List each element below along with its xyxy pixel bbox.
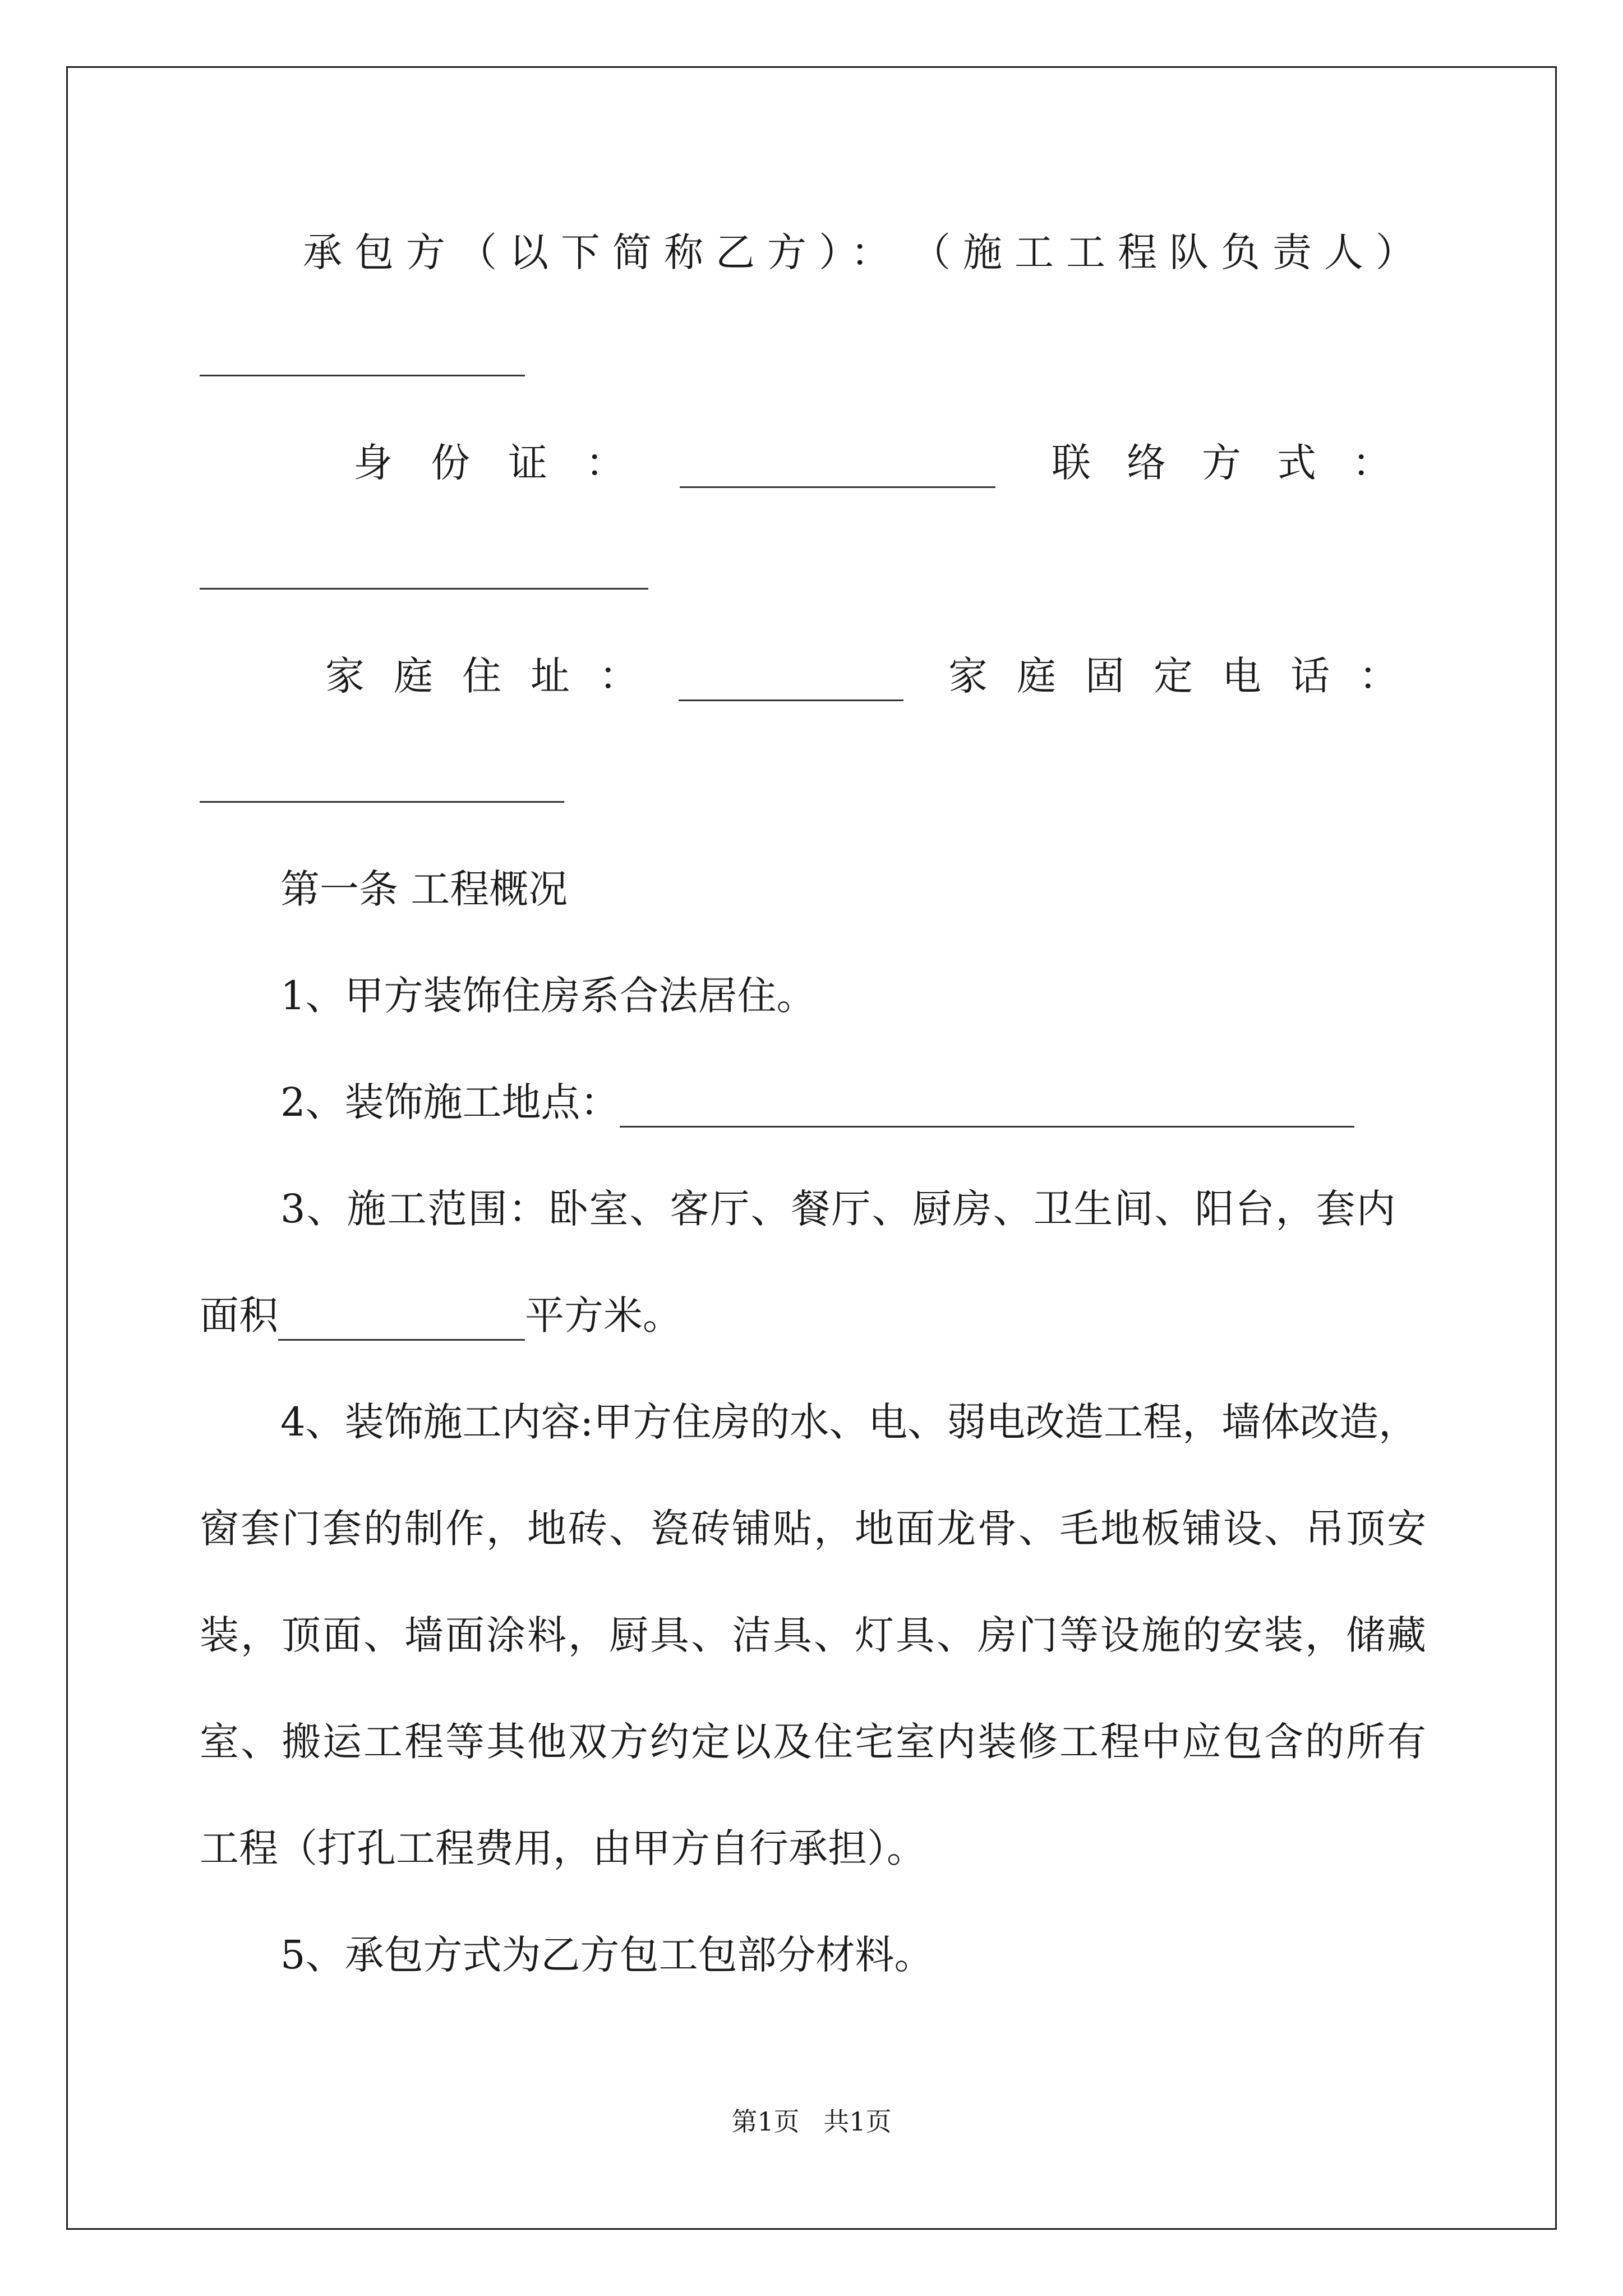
contact-blank[interactable]	[200, 588, 648, 590]
address-phone-line	[325, 651, 1427, 701]
area-suffix: 平方米。	[525, 1292, 682, 1338]
item-4-line-4: 室、搬运工程等其他双方约定以及住宅室内装修工程中应包含的所有	[200, 1719, 1428, 1765]
area-prefix: 面积	[200, 1292, 278, 1338]
phone-blank[interactable]	[200, 801, 564, 803]
address-label: 家庭住址：	[325, 653, 667, 699]
contractor-name-blank[interactable]	[200, 375, 525, 376]
contractor-label: 承包方（以下简称乙方）：	[303, 229, 902, 275]
page-footer	[0, 2105, 1623, 2138]
contractor-role: （施工工程队负责人）	[911, 229, 1427, 275]
page-total: 共1页	[823, 2106, 892, 2137]
item-3-line-1: 3、施工范围：卧室、客厅、餐厅、厨房、卫生间、阳台，套内	[280, 1186, 1397, 1232]
item-5: 5、承包方式为乙方包工包部分材料。	[280, 1932, 934, 1978]
item-2-label: 2、装饰施工地点：	[280, 1079, 620, 1125]
page-current: 第1页	[731, 2106, 800, 2137]
id-contact-line	[353, 438, 1427, 488]
item-4-line-5: 工程（打孔工程费用，由甲方自行承担）。	[200, 1825, 926, 1871]
item-4-line-1: 4、装饰施工内容:甲方住房的水、电、弱电改造工程，墙体改造，	[280, 1399, 1418, 1445]
site-address-blank[interactable]	[620, 1092, 1354, 1128]
id-label: 身份证：	[353, 440, 663, 486]
address-blank[interactable]	[679, 666, 903, 701]
id-blank[interactable]	[680, 453, 995, 488]
item-4-line-3: 装，顶面、墙面涂料，厨具、洁具、灯具、房门等设施的安装，储藏	[200, 1612, 1428, 1658]
item-2	[280, 1077, 1354, 1128]
item-3-line-2	[200, 1290, 682, 1341]
item-4-line-2: 窗套门套的制作，地砖、瓷砖铺贴，地面龙骨、毛地板铺设、吊顶安	[200, 1506, 1428, 1552]
section-title: 第一条 工程概况	[280, 866, 568, 912]
item-1: 1、甲方装饰住房系合法居住。	[280, 973, 816, 1019]
contractor-line	[303, 227, 1427, 278]
area-blank[interactable]	[278, 1305, 525, 1341]
page-border	[66, 66, 1557, 2230]
phone-label: 家庭固定电话：	[948, 653, 1427, 699]
contact-label: 联络方式：	[1052, 440, 1427, 486]
